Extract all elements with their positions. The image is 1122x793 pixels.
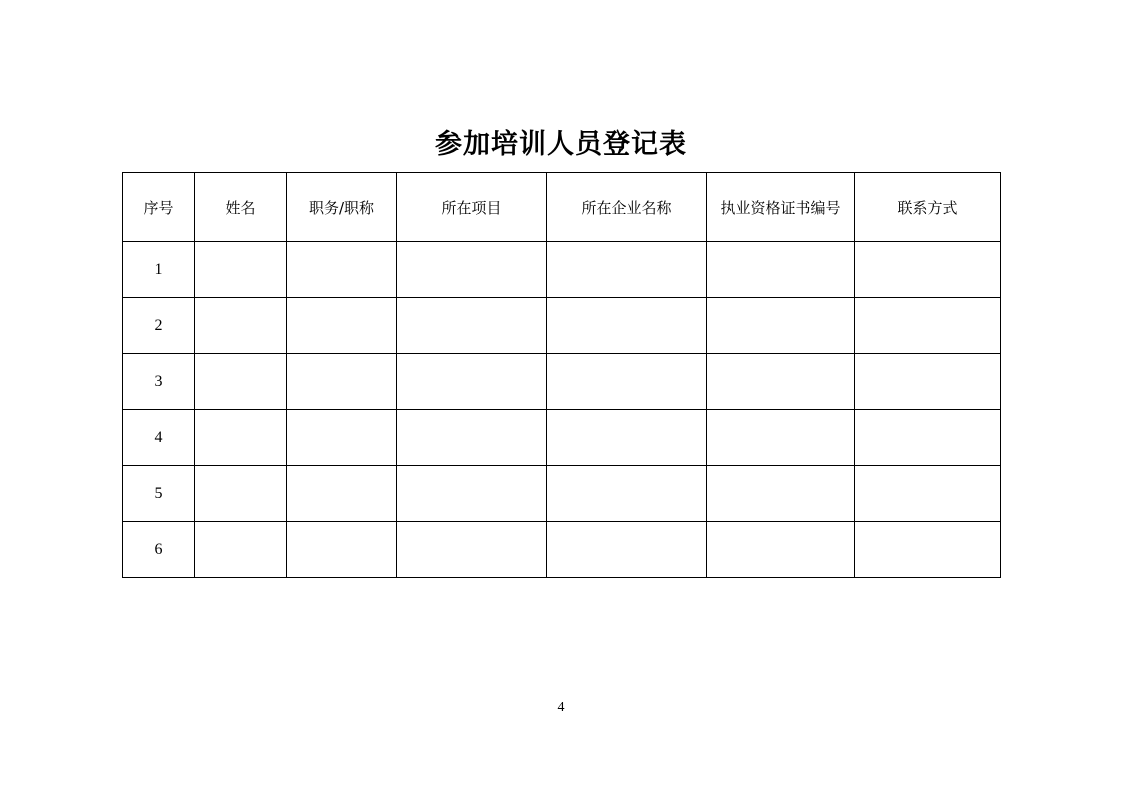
column-header-index: 序号	[123, 173, 195, 242]
cell-name[interactable]	[195, 242, 287, 298]
cell-contact[interactable]	[855, 522, 1001, 578]
cell-contact[interactable]	[855, 242, 1001, 298]
cell-certificate-number[interactable]	[707, 242, 855, 298]
cell-name[interactable]	[195, 298, 287, 354]
cell-project[interactable]	[397, 354, 547, 410]
cell-index: 1	[123, 242, 195, 298]
cell-name[interactable]	[195, 522, 287, 578]
cell-certificate-number[interactable]	[707, 354, 855, 410]
cell-position[interactable]	[287, 242, 397, 298]
registration-table	[122, 172, 1001, 578]
cell-company[interactable]	[547, 522, 707, 578]
column-header-position: 职务/职称	[287, 173, 397, 242]
cell-project[interactable]	[397, 522, 547, 578]
cell-certificate-number[interactable]	[707, 466, 855, 522]
cell-position[interactable]	[287, 466, 397, 522]
cell-project[interactable]	[397, 242, 547, 298]
column-header-certificate-number: 执业资格证书编号	[707, 173, 855, 242]
table-header	[123, 173, 1001, 242]
column-header-company: 所在企业名称	[547, 173, 707, 242]
cell-contact[interactable]	[855, 466, 1001, 522]
cell-project[interactable]	[397, 466, 547, 522]
column-header-project: 所在项目	[397, 173, 547, 242]
cell-index: 6	[123, 522, 195, 578]
page-title: 参加培训人员登记表	[435, 129, 687, 160]
cell-company[interactable]	[547, 466, 707, 522]
cell-position[interactable]	[287, 410, 397, 466]
table-row	[123, 242, 1001, 298]
cell-certificate-number[interactable]	[707, 410, 855, 466]
table-row	[123, 466, 1001, 522]
cell-index: 5	[123, 466, 195, 522]
cell-company[interactable]	[547, 410, 707, 466]
column-header-contact: 联系方式	[855, 173, 1001, 242]
cell-position[interactable]	[287, 298, 397, 354]
cell-contact[interactable]	[855, 298, 1001, 354]
table-row	[123, 522, 1001, 578]
column-header-name: 姓名	[195, 173, 287, 242]
cell-index: 2	[123, 298, 195, 354]
cell-project[interactable]	[397, 298, 547, 354]
cell-contact[interactable]	[855, 354, 1001, 410]
cell-company[interactable]	[547, 298, 707, 354]
cell-position[interactable]	[287, 522, 397, 578]
cell-company[interactable]	[547, 242, 707, 298]
cell-project[interactable]	[397, 410, 547, 466]
registration-table-wrapper	[122, 172, 1000, 578]
cell-name[interactable]	[195, 354, 287, 410]
cell-index: 4	[123, 410, 195, 466]
page-number: 4	[557, 700, 565, 715]
cell-name[interactable]	[195, 410, 287, 466]
cell-contact[interactable]	[855, 410, 1001, 466]
cell-certificate-number[interactable]	[707, 298, 855, 354]
cell-certificate-number[interactable]	[707, 522, 855, 578]
table-header-row	[123, 173, 1001, 242]
cell-company[interactable]	[547, 354, 707, 410]
cell-index: 3	[123, 354, 195, 410]
table-body	[123, 242, 1001, 578]
table-row	[123, 410, 1001, 466]
cell-position[interactable]	[287, 354, 397, 410]
cell-name[interactable]	[195, 466, 287, 522]
table-row	[123, 354, 1001, 410]
table-row	[123, 298, 1001, 354]
